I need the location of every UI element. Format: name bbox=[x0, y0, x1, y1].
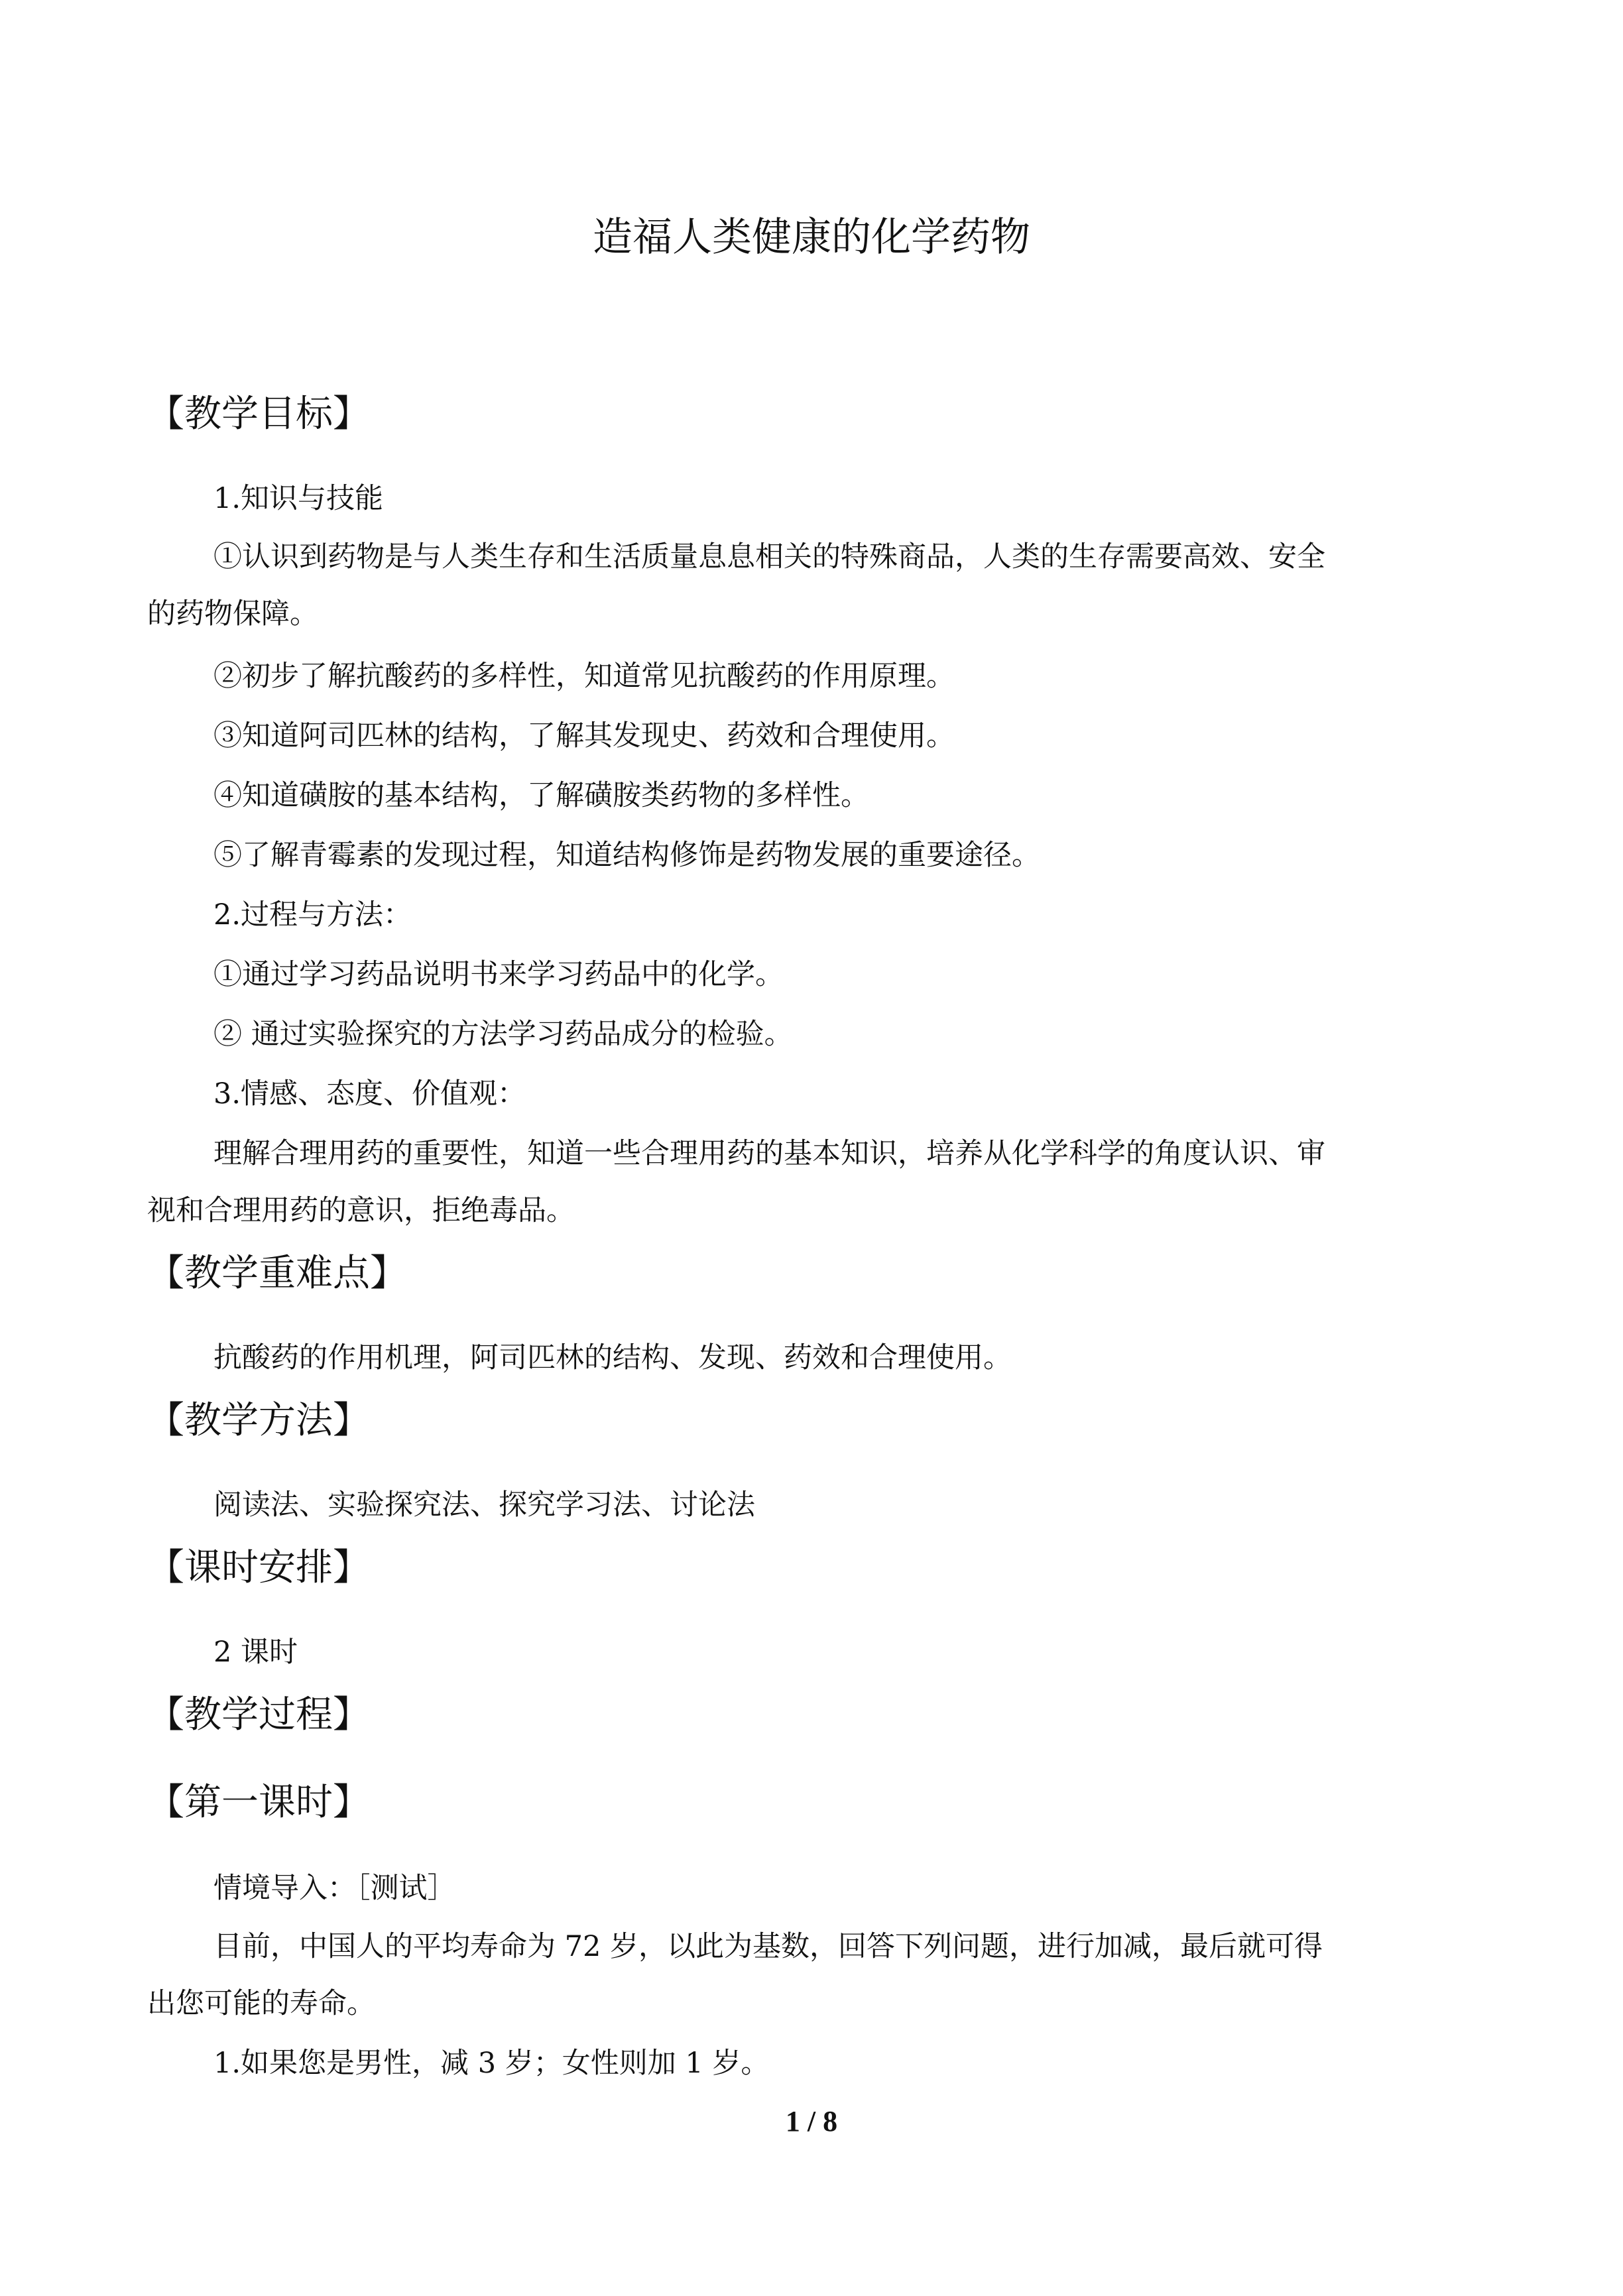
page-number: 1 / 8 bbox=[785, 2105, 838, 2138]
knowledge-item-5: ⑤了解青霉素的发现过程，知道结构修饰是药物发展的重要途径。 bbox=[213, 839, 1040, 872]
heading-lesson-1: 【第一课时】 bbox=[147, 1781, 370, 1824]
knowledge-item-3: ③知道阿司匹林的结构，了解其发现史、药效和合理使用。 bbox=[213, 719, 955, 753]
knowledge-skills-title: 1.知识与技能 bbox=[213, 482, 384, 515]
methods-text: 阅读法、实验探究法、探究学习法、讨论法 bbox=[213, 1488, 755, 1522]
heading-process: 【教学过程】 bbox=[147, 1693, 370, 1736]
lesson1-paragraph-line1: 目前，中国人的平均寿命为 72 岁，以此为基数，回答下列问题，进行加减，最后就可得 bbox=[213, 1930, 1323, 1963]
heading-key-points: 【教学重难点】 bbox=[147, 1252, 407, 1295]
document-title: 造福人类健康的化学药物 bbox=[593, 214, 1030, 261]
lesson1-question-1: 1.如果您是男性，减 3 岁；女性则加 1 岁。 bbox=[213, 2047, 770, 2080]
knowledge-item-1-line1: ①认识到药物是与人类生存和生活质量息息相关的特殊商品，人类的生存需要高效、安全 bbox=[213, 540, 1325, 574]
knowledge-item-2: ②初步了解抗酸药的多样性，知道常见抗酸药的作用原理。 bbox=[213, 660, 955, 693]
knowledge-item-1-line2: 的药物保障。 bbox=[147, 597, 318, 631]
lesson1-paragraph-line2: 出您可能的寿命。 bbox=[147, 1987, 375, 2020]
process-method-title: 2.过程与方法： bbox=[213, 898, 412, 932]
schedule-text: 2 课时 bbox=[213, 1636, 298, 1669]
emotion-values-title: 3.情感、态度、价值观： bbox=[213, 1077, 526, 1111]
heading-objectives: 【教学目标】 bbox=[147, 393, 370, 436]
lesson1-intro: 情境导入：［测试］ bbox=[213, 1872, 456, 1905]
process-item-2: ② 通过实验探究的方法学习药品成分的检验。 bbox=[213, 1018, 793, 1051]
knowledge-item-4: ④知道磺胺的基本结构，了解磺胺类药物的多样性。 bbox=[213, 779, 869, 812]
key-points-text: 抗酸药的作用机理，阿司匹林的结构、发现、药效和合理使用。 bbox=[213, 1341, 1012, 1374]
emotion-item-line1: 理解合理用药的重要性，知道一些合理用药的基本知识，培养从化学科学的角度认识、审 bbox=[213, 1137, 1325, 1170]
heading-methods: 【教学方法】 bbox=[147, 1399, 370, 1442]
process-item-1: ①通过学习药品说明书来学习药品中的化学。 bbox=[213, 958, 784, 991]
heading-schedule: 【课时安排】 bbox=[147, 1546, 370, 1589]
emotion-item-line2: 视和合理用药的意识，拒绝毒品。 bbox=[147, 1194, 575, 1227]
